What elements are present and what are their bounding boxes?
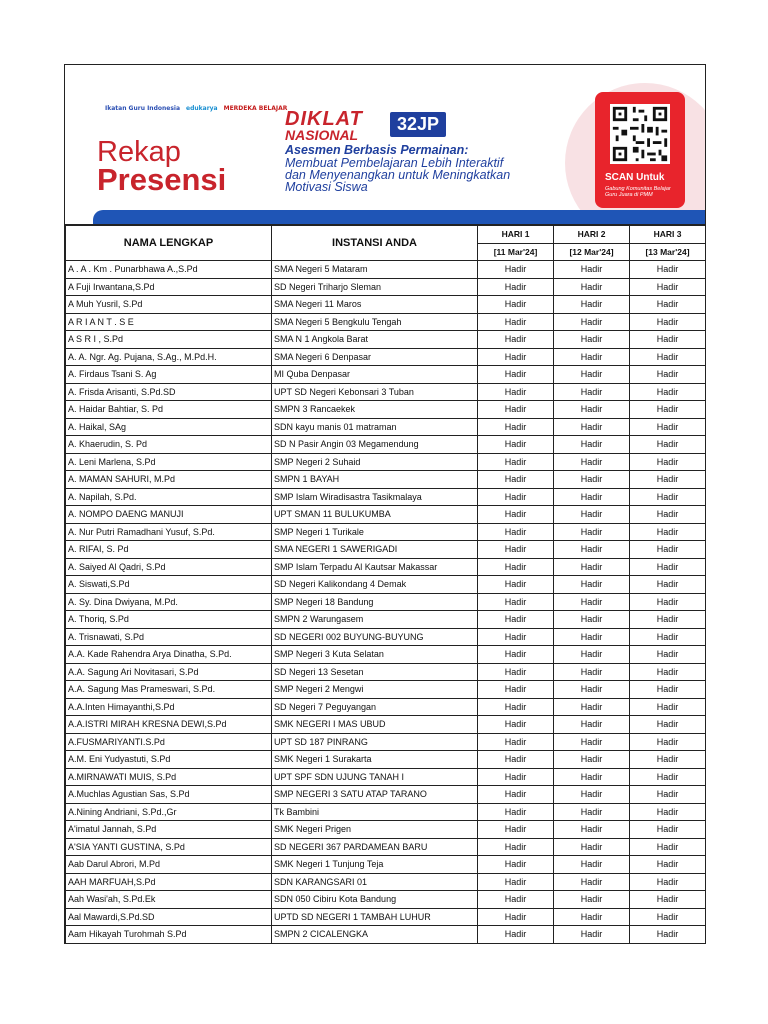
attendance-day1: Hadir xyxy=(478,646,554,664)
participant-name: A. Haikal, SAg xyxy=(66,418,272,436)
participant-institution: SMA Negeri 5 Bengkulu Tengah xyxy=(272,313,478,331)
participant-name: A. Firdaus Tsani S. Ag xyxy=(66,366,272,384)
participant-institution: SMK NEGERI I MAS UBUD xyxy=(272,716,478,734)
participant-institution: SDN kayu manis 01 matraman xyxy=(272,418,478,436)
participant-institution: SMP Islam Wiradisastra Tasikmalaya xyxy=(272,488,478,506)
participant-name: A. Sy. Dina Dwiyana, M.Pd. xyxy=(66,593,272,611)
table-row xyxy=(66,418,706,436)
participant-institution: SD Negeri 13 Sesetan xyxy=(272,663,478,681)
participant-name: A.A.ISTRI MIRAH KRESNA DEWI,S.Pd xyxy=(66,716,272,734)
attendance-day1: Hadir xyxy=(478,436,554,454)
table-row xyxy=(66,296,706,314)
participant-name: A. NOMPO DAENG MANUJI xyxy=(66,506,272,524)
attendance-day1: Hadir xyxy=(478,891,554,909)
col-header-name: NAMA LENGKAP xyxy=(66,226,272,261)
participant-name: A Muh Yusril, S.Pd xyxy=(66,296,272,314)
table-row xyxy=(66,471,706,489)
attendance-day3: Hadir xyxy=(630,558,706,576)
participant-institution: SMA N 1 Angkola Barat xyxy=(272,331,478,349)
attendance-day2: Hadir xyxy=(554,593,630,611)
event-subtitle xyxy=(285,143,555,193)
attendance-day3: Hadir xyxy=(630,488,706,506)
attendance-day1: Hadir xyxy=(478,593,554,611)
attendance-day1: Hadir xyxy=(478,873,554,891)
attendance-day1: Hadir xyxy=(478,558,554,576)
attendance-day3: Hadir xyxy=(630,471,706,489)
table-row xyxy=(66,821,706,839)
table-row xyxy=(66,348,706,366)
attendance-day3: Hadir xyxy=(630,523,706,541)
participant-name: A. Siswati,S.Pd xyxy=(66,576,272,594)
table-row xyxy=(66,558,706,576)
participant-name: A. Saiyed Al Qadri, S.Pd xyxy=(66,558,272,576)
table-row xyxy=(66,593,706,611)
table-row xyxy=(66,628,706,646)
attendance-day3: Hadir xyxy=(630,733,706,751)
attendance-day2: Hadir xyxy=(554,313,630,331)
attendance-day3: Hadir xyxy=(630,401,706,419)
attendance-day1: Hadir xyxy=(478,348,554,366)
table-row xyxy=(66,278,706,296)
attendance-day3: Hadir xyxy=(630,366,706,384)
attendance-day2: Hadir xyxy=(554,453,630,471)
participant-name: A. A. Ngr. Ag. Pujana, S.Ag., M.Pd.H. xyxy=(66,348,272,366)
attendance-day3: Hadir xyxy=(630,751,706,769)
table-row xyxy=(66,803,706,821)
attendance-day2: Hadir xyxy=(554,716,630,734)
table-row xyxy=(66,786,706,804)
attendance-day3: Hadir xyxy=(630,348,706,366)
participant-institution: MI Quba Denpasar xyxy=(272,366,478,384)
attendance-day2: Hadir xyxy=(554,751,630,769)
participant-name: A'imatul Jannah, S.Pd xyxy=(66,821,272,839)
participant-name: Aah Wasi'ah, S.Pd.Ek xyxy=(66,891,272,909)
attendance-day2: Hadir xyxy=(554,331,630,349)
attendance-day3: Hadir xyxy=(630,453,706,471)
attendance-day1: Hadir xyxy=(478,488,554,506)
participant-institution: SD Negeri Triharjo Sleman xyxy=(272,278,478,296)
attendance-day2: Hadir xyxy=(554,628,630,646)
attendance-day1: Hadir xyxy=(478,768,554,786)
attendance-day3: Hadir xyxy=(630,856,706,874)
attendance-day2: Hadir xyxy=(554,646,630,664)
attendance-day3: Hadir xyxy=(630,716,706,734)
participant-institution: SMP Negeri 18 Bandung xyxy=(272,593,478,611)
table-row xyxy=(66,751,706,769)
event-title-line2: NASIONAL xyxy=(285,127,359,143)
participant-name: A R I A N T . S E xyxy=(66,313,272,331)
table-row xyxy=(66,698,706,716)
attendance-day2: Hadir xyxy=(554,611,630,629)
attendance-day2: Hadir xyxy=(554,856,630,874)
logo-edukarya: edukarya xyxy=(186,105,218,112)
attendance-day3: Hadir xyxy=(630,646,706,664)
table-row xyxy=(66,663,706,681)
attendance-day2: Hadir xyxy=(554,891,630,909)
participant-name: A. Trisnawati, S.Pd xyxy=(66,628,272,646)
participant-name: Aal Mawardi,S.Pd.SD xyxy=(66,908,272,926)
logo-merdeka-belajar: MERDEKA BELAJAR xyxy=(223,105,288,112)
attendance-day2: Hadir xyxy=(554,523,630,541)
col-header-date1: [11 Mar'24] xyxy=(478,243,554,261)
attendance-day1: Hadir xyxy=(478,401,554,419)
table-row xyxy=(66,733,706,751)
logo-igi: Ikatan Guru Indonesia xyxy=(105,105,181,112)
participant-institution: SD Negeri 7 Peguyangan xyxy=(272,698,478,716)
participant-name: A.Nining Andriani, S.Pd.,Gr xyxy=(66,803,272,821)
table-header xyxy=(66,226,706,261)
attendance-day3: Hadir xyxy=(630,908,706,926)
participant-institution: SMA Negeri 5 Mataram xyxy=(272,261,478,279)
participant-name: A.M. Eni Yudyastuti, S.Pd xyxy=(66,751,272,769)
participant-name: A. Khaerudin, S. Pd xyxy=(66,436,272,454)
table-row xyxy=(66,611,706,629)
table-row xyxy=(66,313,706,331)
attendance-day3: Hadir xyxy=(630,593,706,611)
participant-institution: SMPN 1 BAYAH xyxy=(272,471,478,489)
attendance-day1: Hadir xyxy=(478,611,554,629)
attendance-day2: Hadir xyxy=(554,908,630,926)
attendance-day2: Hadir xyxy=(554,681,630,699)
participant-name: A. Leni Marlena, S.Pd xyxy=(66,453,272,471)
participant-institution: UPT SMAN 11 BULUKUMBA xyxy=(272,506,478,524)
attendance-day1: Hadir xyxy=(478,366,554,384)
table-row xyxy=(66,716,706,734)
attendance-day1: Hadir xyxy=(478,506,554,524)
attendance-day1: Hadir xyxy=(478,716,554,734)
table-row xyxy=(66,856,706,874)
scan-subtitle: Gabung Komunitas Belajar Guru Juara di PMM xyxy=(605,186,671,198)
attendance-day2: Hadir xyxy=(554,348,630,366)
attendance-day1: Hadir xyxy=(478,261,554,279)
participant-institution: SMP Negeri 2 Suhaid xyxy=(272,453,478,471)
table-row xyxy=(66,908,706,926)
attendance-day3: Hadir xyxy=(630,418,706,436)
participant-name: A . A . Km . Punarbhawa A.,S.Pd xyxy=(66,261,272,279)
participant-institution: SMPN 2 CICALENGKA xyxy=(272,926,478,944)
attendance-day3: Hadir xyxy=(630,313,706,331)
participant-institution: UPTD SD NEGERI 1 TAMBAH LUHUR xyxy=(272,908,478,926)
table-row xyxy=(66,891,706,909)
attendance-day1: Hadir xyxy=(478,908,554,926)
participant-institution: SD Negeri Kalikondang 4 Demak xyxy=(272,576,478,594)
header-banner xyxy=(65,65,705,225)
attendance-day1: Hadir xyxy=(478,576,554,594)
partner-logos xyxy=(105,105,287,112)
table-row xyxy=(66,436,706,454)
table-row xyxy=(66,681,706,699)
participant-institution: SMA Negeri 11 Maros xyxy=(272,296,478,314)
attendance-day2: Hadir xyxy=(554,261,630,279)
attendance-day1: Hadir xyxy=(478,751,554,769)
participant-institution: SD NEGERI 367 PARDAMEAN BARU xyxy=(272,838,478,856)
participant-institution: SMK Negeri 1 Tunjung Teja xyxy=(272,856,478,874)
participant-name: A S R I , S.Pd xyxy=(66,331,272,349)
attendance-day3: Hadir xyxy=(630,383,706,401)
table-body xyxy=(66,261,706,944)
attendance-day2: Hadir xyxy=(554,926,630,944)
attendance-day2: Hadir xyxy=(554,541,630,559)
table-row xyxy=(66,401,706,419)
table-row xyxy=(66,523,706,541)
attendance-day3: Hadir xyxy=(630,663,706,681)
attendance-day1: Hadir xyxy=(478,803,554,821)
table-row xyxy=(66,506,706,524)
attendance-day1: Hadir xyxy=(478,296,554,314)
participant-institution: Tk Bambini xyxy=(272,803,478,821)
attendance-day1: Hadir xyxy=(478,856,554,874)
scan-card xyxy=(595,92,685,208)
attendance-table xyxy=(65,225,706,944)
attendance-day1: Hadir xyxy=(478,663,554,681)
col-header-institution: INSTANSI ANDA xyxy=(272,226,478,261)
participant-name: A Fuji Irwantana,S.Pd xyxy=(66,278,272,296)
participant-name: A.MIRNAWATI MUIS, S.Pd xyxy=(66,768,272,786)
participant-name: AAH MARFUAH,S.Pd xyxy=(66,873,272,891)
attendance-day3: Hadir xyxy=(630,803,706,821)
participant-institution: SMP NEGERI 3 SATU ATAP TARANO xyxy=(272,786,478,804)
table-row xyxy=(66,873,706,891)
attendance-day1: Hadir xyxy=(478,698,554,716)
banner-blue-bar xyxy=(93,210,705,224)
attendance-day2: Hadir xyxy=(554,471,630,489)
subtitle-line1: Asesmen Berbasis Permainan: xyxy=(285,143,469,157)
attendance-day2: Hadir xyxy=(554,873,630,891)
title-rekap: Rekap xyxy=(97,136,181,168)
attendance-day2: Hadir xyxy=(554,803,630,821)
table-row xyxy=(66,646,706,664)
participant-name: A. Napilah, S.Pd. xyxy=(66,488,272,506)
attendance-day1: Hadir xyxy=(478,383,554,401)
participant-name: Aam Hikayah Turohmah S.Pd xyxy=(66,926,272,944)
attendance-day1: Hadir xyxy=(478,541,554,559)
participant-institution: SMPN 3 Rancaekek xyxy=(272,401,478,419)
attendance-day3: Hadir xyxy=(630,786,706,804)
event-title-line1: DIKLAT xyxy=(285,108,363,130)
attendance-day1: Hadir xyxy=(478,926,554,944)
attendance-day1: Hadir xyxy=(478,278,554,296)
col-header-date3: [13 Mar'24] xyxy=(630,243,706,261)
participant-name: A. Haidar Bahtiar, S. Pd xyxy=(66,401,272,419)
participant-name: A. RIFAI, S. Pd xyxy=(66,541,272,559)
attendance-day1: Hadir xyxy=(478,331,554,349)
participant-institution: SD N Pasir Angin 03 Megamendung xyxy=(272,436,478,454)
attendance-day3: Hadir xyxy=(630,611,706,629)
col-header-day3: HARI 3 xyxy=(630,226,706,244)
participant-name: A.A. Sagung Mas Prameswari, S.Pd. xyxy=(66,681,272,699)
participant-institution: UPT SD 187 PINRANG xyxy=(272,733,478,751)
table-row xyxy=(66,488,706,506)
participant-name: A. Frisda Arisanti, S.Pd.SD xyxy=(66,383,272,401)
attendance-day1: Hadir xyxy=(478,838,554,856)
attendance-day1: Hadir xyxy=(478,313,554,331)
attendance-day2: Hadir xyxy=(554,488,630,506)
attendance-day1: Hadir xyxy=(478,471,554,489)
table-row xyxy=(66,383,706,401)
attendance-day2: Hadir xyxy=(554,698,630,716)
attendance-day3: Hadir xyxy=(630,278,706,296)
participant-institution: UPT SPF SDN UJUNG TANAH I xyxy=(272,768,478,786)
attendance-day2: Hadir xyxy=(554,296,630,314)
attendance-day3: Hadir xyxy=(630,506,706,524)
table-row xyxy=(66,541,706,559)
attendance-day3: Hadir xyxy=(630,873,706,891)
event-title xyxy=(285,110,363,142)
attendance-day2: Hadir xyxy=(554,558,630,576)
participant-name: A.A. Kade Rahendra Arya Dinatha, S.Pd. xyxy=(66,646,272,664)
attendance-day1: Hadir xyxy=(478,681,554,699)
attendance-day2: Hadir xyxy=(554,838,630,856)
attendance-day2: Hadir xyxy=(554,506,630,524)
participant-name: A'SIA YANTI GUSTINA, S.Pd xyxy=(66,838,272,856)
attendance-day1: Hadir xyxy=(478,418,554,436)
participant-institution: SMP Negeri 2 Mengwi xyxy=(272,681,478,699)
participant-institution: SMK Negeri 1 Surakarta xyxy=(272,751,478,769)
attendance-day1: Hadir xyxy=(478,821,554,839)
attendance-day2: Hadir xyxy=(554,768,630,786)
table-row xyxy=(66,768,706,786)
table-row xyxy=(66,453,706,471)
subtitle-line4: Motivasi Siswa xyxy=(285,180,368,194)
attendance-day3: Hadir xyxy=(630,681,706,699)
attendance-day3: Hadir xyxy=(630,628,706,646)
jp-badge: 32JP xyxy=(390,112,446,137)
participant-institution: UPT SD Negeri Kebonsari 3 Tuban xyxy=(272,383,478,401)
attendance-day3: Hadir xyxy=(630,821,706,839)
attendance-sheet xyxy=(64,64,706,944)
table-row xyxy=(66,926,706,944)
participant-institution: SMA NEGERI 1 SAWERIGADI xyxy=(272,541,478,559)
scan-title: SCAN Untuk xyxy=(605,172,665,183)
attendance-day3: Hadir xyxy=(630,926,706,944)
attendance-day2: Hadir xyxy=(554,383,630,401)
table-row xyxy=(66,366,706,384)
attendance-day2: Hadir xyxy=(554,663,630,681)
participant-institution: SDN KARANGSARI 01 xyxy=(272,873,478,891)
attendance-day2: Hadir xyxy=(554,821,630,839)
participant-name: Aab Darul Abrori, M.Pd xyxy=(66,856,272,874)
subtitle-line2: Membuat Pembelajaran Lebih Interaktif xyxy=(285,156,504,170)
participant-name: A.A. Sagung Ari Novitasari, S.Pd xyxy=(66,663,272,681)
attendance-day1: Hadir xyxy=(478,628,554,646)
attendance-day3: Hadir xyxy=(630,768,706,786)
attendance-day2: Hadir xyxy=(554,436,630,454)
attendance-day3: Hadir xyxy=(630,331,706,349)
subtitle-line3: dan Menyenangkan untuk Meningkatkan xyxy=(285,168,511,182)
table-row xyxy=(66,331,706,349)
col-header-date2: [12 Mar'24] xyxy=(554,243,630,261)
attendance-day3: Hadir xyxy=(630,838,706,856)
participant-name: A. Nur Putri Ramadhani Yusuf, S.Pd. xyxy=(66,523,272,541)
title-presensi: Presensi xyxy=(97,162,227,197)
attendance-day2: Hadir xyxy=(554,576,630,594)
attendance-day3: Hadir xyxy=(630,261,706,279)
participant-institution: SMA Negeri 6 Denpasar xyxy=(272,348,478,366)
participant-name: A.FUSMARIYANTI.S.Pd xyxy=(66,733,272,751)
participant-institution: SMP Negeri 1 Turikale xyxy=(272,523,478,541)
attendance-day2: Hadir xyxy=(554,401,630,419)
attendance-day2: Hadir xyxy=(554,733,630,751)
attendance-day3: Hadir xyxy=(630,891,706,909)
col-header-day2: HARI 2 xyxy=(554,226,630,244)
table-row xyxy=(66,261,706,279)
attendance-day3: Hadir xyxy=(630,541,706,559)
attendance-day3: Hadir xyxy=(630,698,706,716)
table-row xyxy=(66,838,706,856)
participant-institution: SDN 050 Cibiru Kota Bandung xyxy=(272,891,478,909)
attendance-day1: Hadir xyxy=(478,453,554,471)
attendance-day2: Hadir xyxy=(554,786,630,804)
participant-name: A. Thoriq, S.Pd xyxy=(66,611,272,629)
qr-code-icon xyxy=(610,104,670,164)
participant-name: A.Muchlas Agustian Sas, S.Pd xyxy=(66,786,272,804)
attendance-day3: Hadir xyxy=(630,296,706,314)
attendance-day1: Hadir xyxy=(478,523,554,541)
participant-institution: SMK Negeri Prigen xyxy=(272,821,478,839)
attendance-day2: Hadir xyxy=(554,278,630,296)
col-header-day1: HARI 1 xyxy=(478,226,554,244)
participant-institution: SMPN 2 Warungasem xyxy=(272,611,478,629)
attendance-day3: Hadir xyxy=(630,576,706,594)
participant-institution: SMP Negeri 3 Kuta Selatan xyxy=(272,646,478,664)
participant-institution: SD NEGERI 002 BUYUNG-BUYUNG xyxy=(272,628,478,646)
participant-name: A.A.Inten Himayanthi,S.Pd xyxy=(66,698,272,716)
attendance-day2: Hadir xyxy=(554,366,630,384)
attendance-day1: Hadir xyxy=(478,733,554,751)
table-row xyxy=(66,576,706,594)
attendance-day3: Hadir xyxy=(630,436,706,454)
attendance-day2: Hadir xyxy=(554,418,630,436)
participant-institution: SMP Islam Terpadu Al Kautsar Makassar xyxy=(272,558,478,576)
attendance-day1: Hadir xyxy=(478,786,554,804)
participant-name: A. MAMAN SAHURI, M.Pd xyxy=(66,471,272,489)
